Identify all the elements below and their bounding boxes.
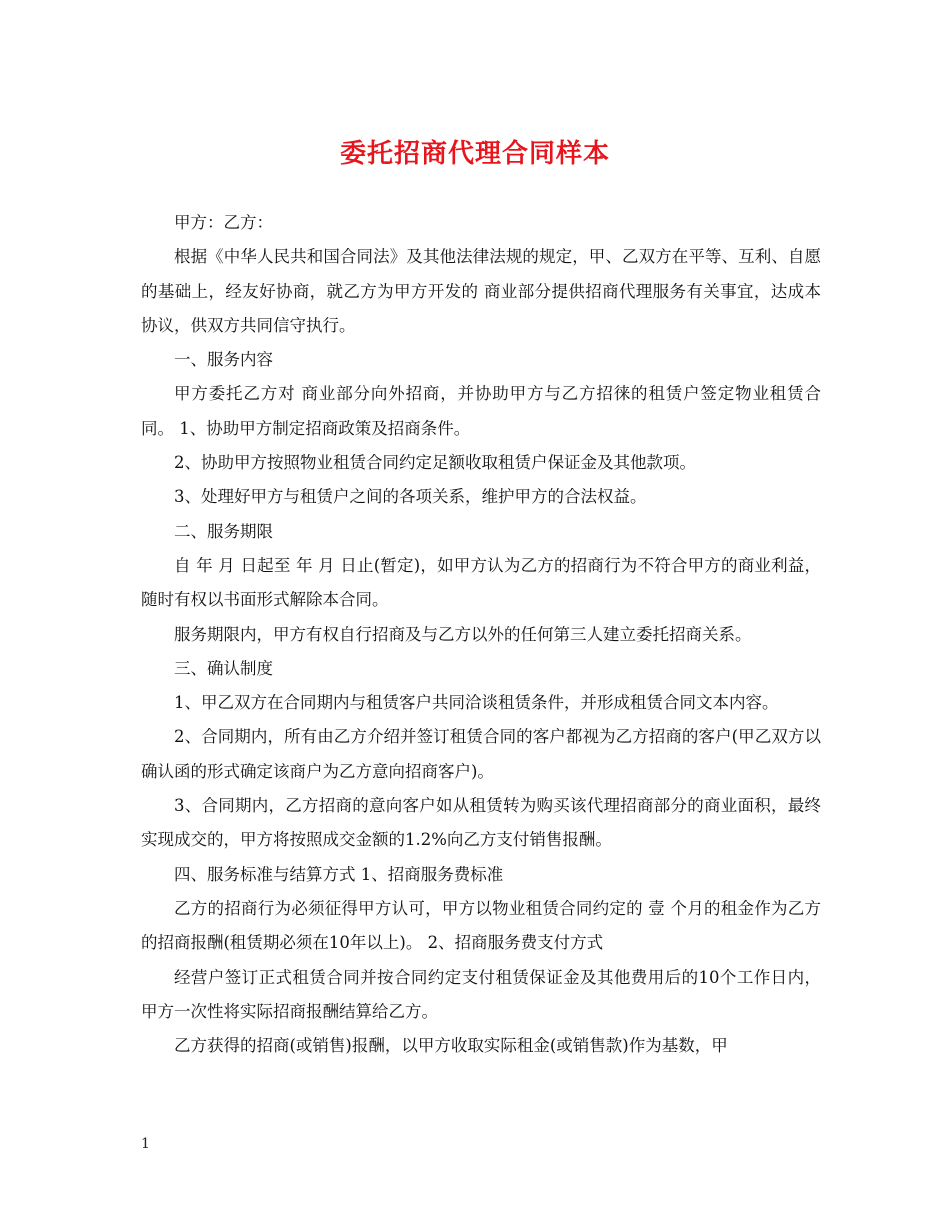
paragraph-fee-payment: 经营户签订正式租赁合同并按合同约定支付租赁保证金及其他费用后的10个工作日内，甲方一次性将实际招商报酬结算给乙方。 [141,967,821,1021]
paragraph-service-period: 自 年 月 日起至 年 月 日止(暂定)，如甲方认为乙方的招商行为不符合甲方的商业利益，随时有权以书面形式解除本合同。 [141,555,821,610]
document-body [141,206,821,1063]
paragraph-fee-standard: 乙方的招商行为必须征得甲方认可，甲方以物业租赁合同约定的 壹 个月的租金作为乙方的招商报酬(租赁期必须在10年以上)。 2、招商服务费支付方式 [141,898,821,953]
paragraph-preamble: 根据《中华人民共和国合同法》及其他法律法规的规定，甲、乙双方在平等、互利、自愿的基础上，经友好协商，就乙方为甲方开发的 商业部分提供招商代理服务有关事宜，达成本协议，供双方共同信守执行。 [141,247,821,335]
section-heading-settlement: 四、服务标准与结算方式 1、招商服务费标准 [174,864,504,884]
paragraph-confirmation-2: 2、合同期内，所有由乙方介绍并签订租赁合同的客户都视为乙方招商的客户(甲乙双方以确认函的形式确定该商户为乙方意向招商客户)。 [141,727,821,781]
document-title: 委托招商代理合同样本 [339,139,610,169]
paragraph-service-item-3: 3、处理好甲方与租赁户之间的各项关系，维护甲方的合法权益。 [174,487,647,507]
paragraph-confirmation-1: 1、甲乙双方在合同期内与租赁客户共同洽谈租赁条件，并形成租赁合同文本内容。 [174,693,779,713]
paragraph-service-content: 甲方委托乙方对 商业部分向外招商，并协助甲方与乙方招徕的租赁户签定物业租赁合同。 1、协助甲方制定招商政策及招商条件。 [141,384,821,438]
paragraph-service-period-rights: 服务期限内，甲方有权自行招商及与乙方以外的任何第三人建立委托招商关系。 [174,624,752,644]
section-heading-service-content: 一、服务内容 [174,350,273,370]
section-heading-confirmation: 三、确认制度 [174,658,273,678]
paragraph-service-item-2: 2、协助甲方按照物业租赁合同约定足额收取租赁户保证金及其他款项。 [174,453,696,473]
page-number: 1 [141,1136,150,1152]
paragraph-confirmation-3: 3、合同期内，乙方招商的意向客户如从租赁转为购买该代理招商部分的商业面积，最终实现成交的，甲方将按照成交金额的1.2%向乙方支付销售报酬。 [141,796,821,850]
paragraph-parties: 甲方：乙方： [174,213,273,232]
section-heading-service-period: 二、服务期限 [174,521,273,541]
paragraph-fee-base: 乙方获得的招商(或销售)报酬，以甲方收取实际租金(或销售款)作为基数，甲 [174,1036,728,1056]
